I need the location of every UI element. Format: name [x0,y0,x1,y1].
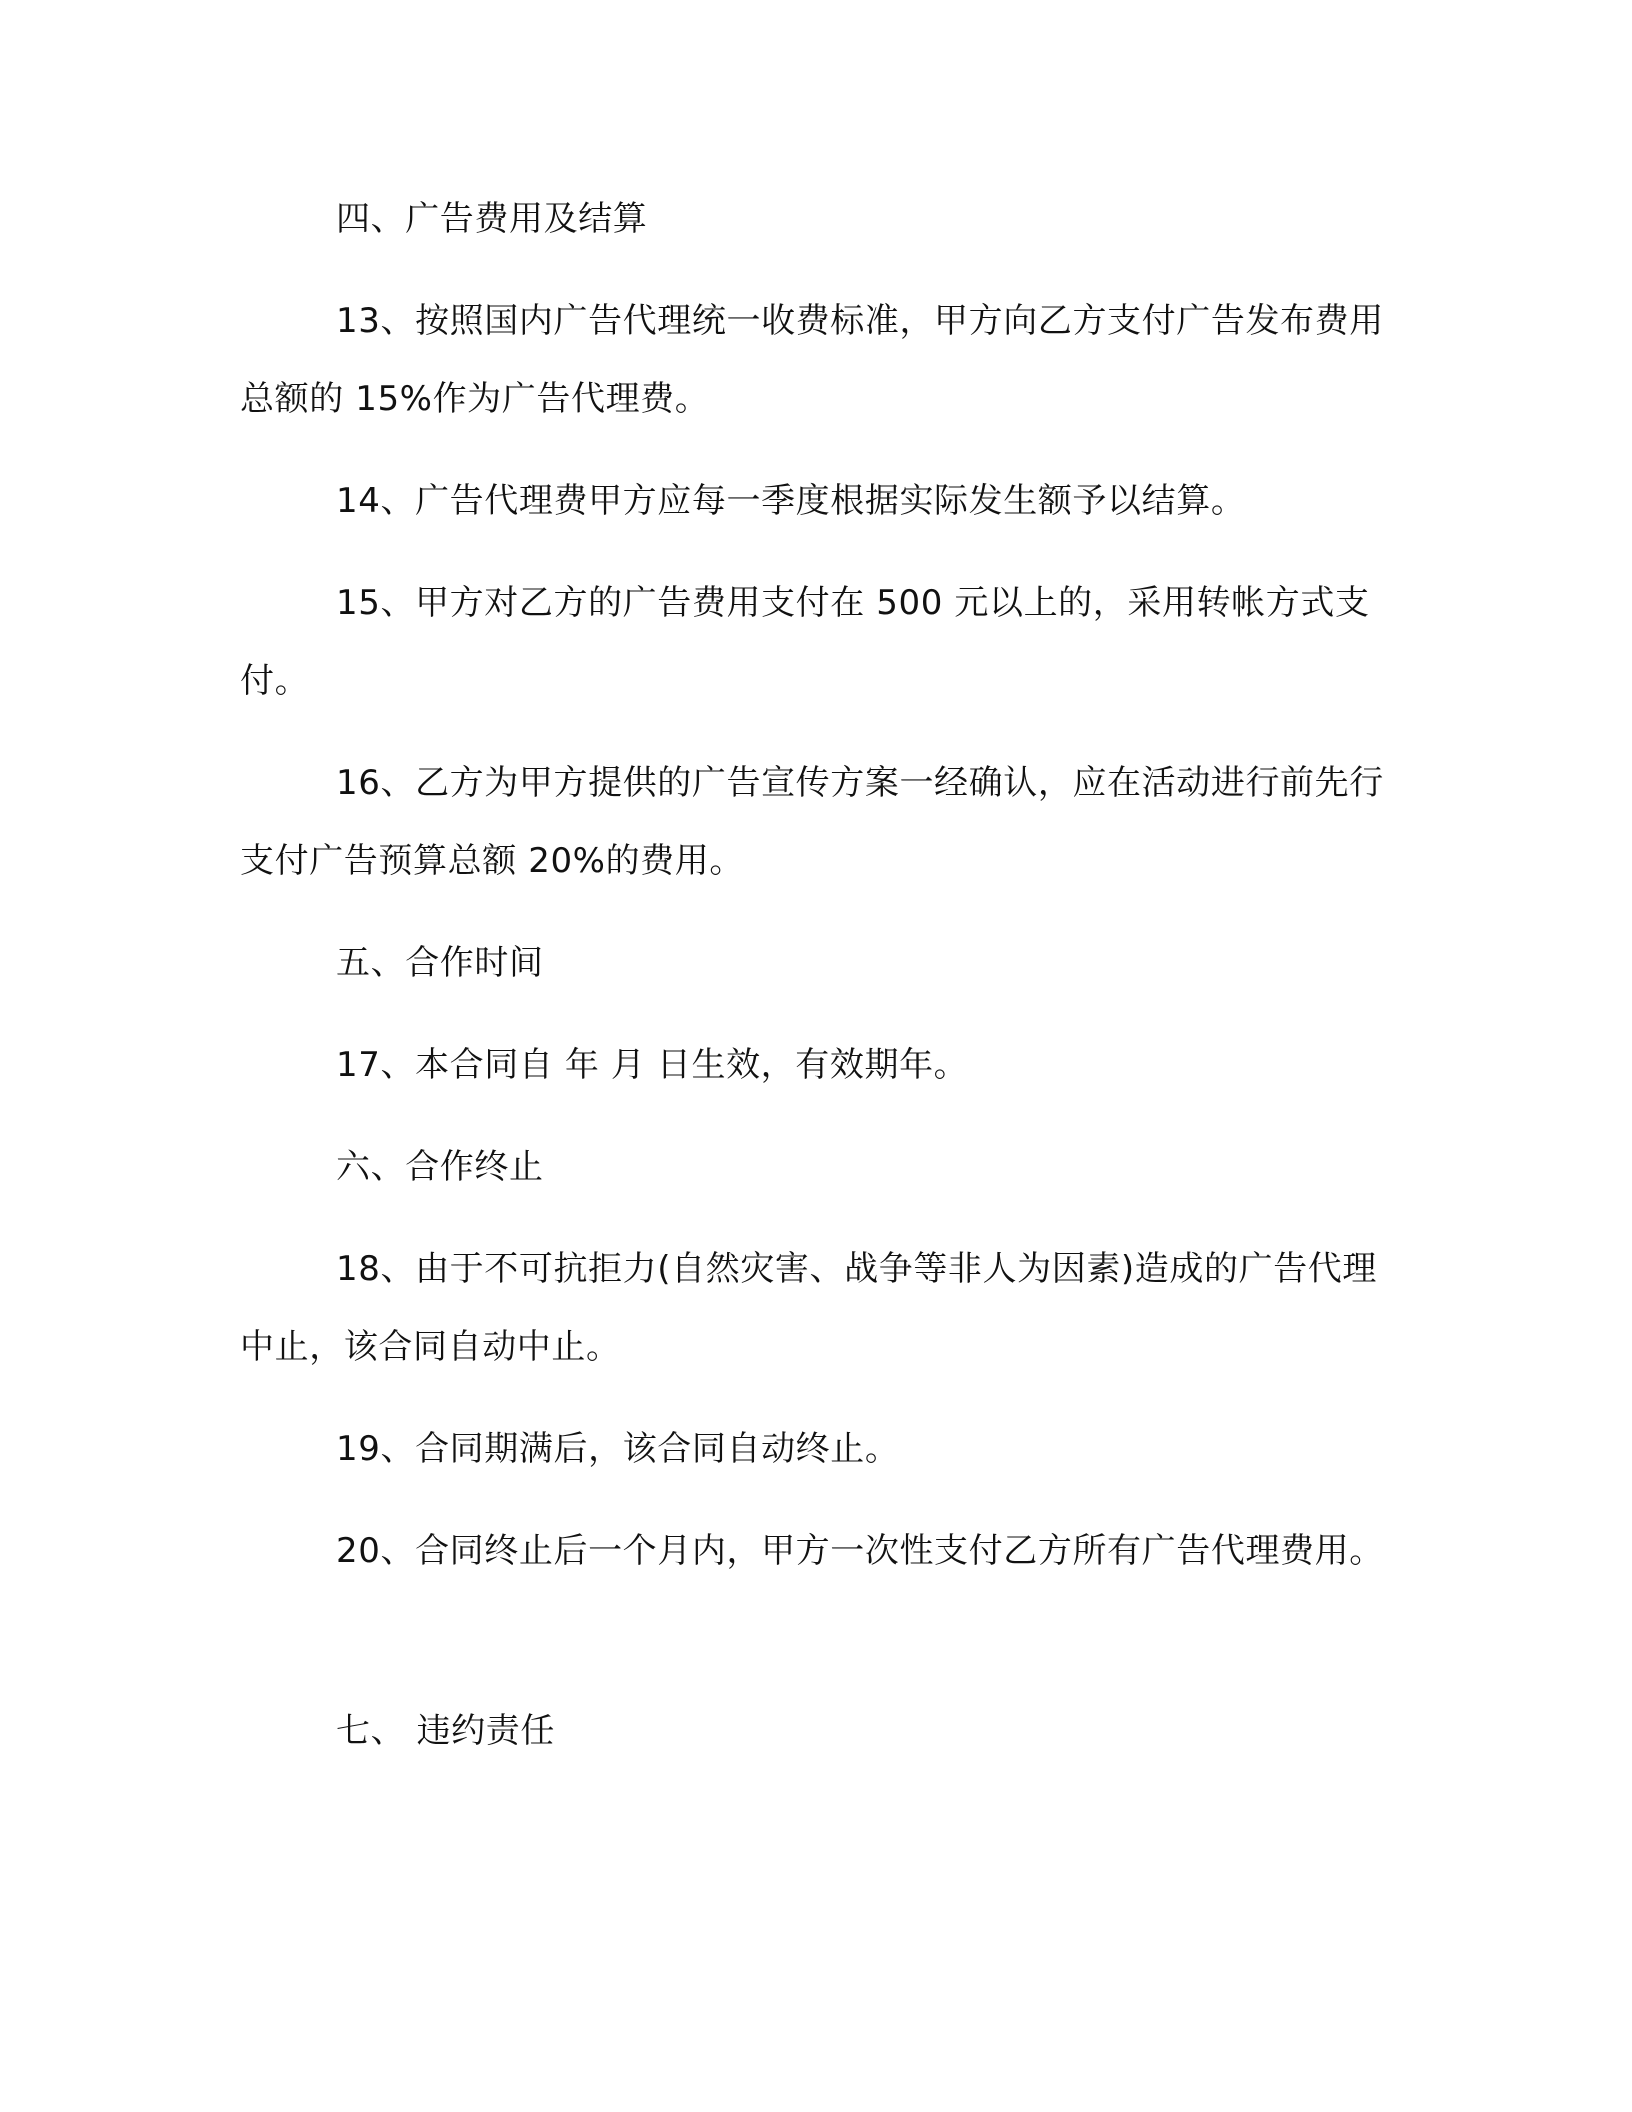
clause-19: 19、合同期满后，该合同自动终止。 [336,1429,900,1469]
clause-20: 20、合同终止后一个月内，甲方一次性支付乙方所有广告代理费用。 [336,1531,1384,1571]
section-heading-liability: 七、 违约责任 [336,1711,556,1751]
section-heading-termination: 六、合作终止 [336,1147,544,1187]
clause-18: 18、由于不可抗拒力(自然灾害、战争等非人为因素)造成的广告代理中止，该合同自动中止。 [240,1249,1377,1367]
clause-14: 14、广告代理费甲方应每一季度根据实际发生额予以结算。 [336,481,1246,521]
section-heading-term: 五、合作时间 [336,943,544,983]
clause-15: 15、甲方对乙方的广告费用支付在 500 元以上的，采用转帐方式支付。 [240,583,1370,701]
section-heading-fees: 四、广告费用及结算 [336,199,648,239]
clause-16: 16、乙方为甲方提供的广告宣传方案一经确认，应在活动进行前先行支付广告预算总额 20%的费用。 [240,763,1384,881]
clause-17: 17、本合同自 年 月 日生效，有效期年。 [336,1045,969,1085]
clause-13: 13、按照国内广告代理统一收费标准，甲方向乙方支付广告发布费用总额的 15%作为广告代理费。 [240,301,1384,419]
